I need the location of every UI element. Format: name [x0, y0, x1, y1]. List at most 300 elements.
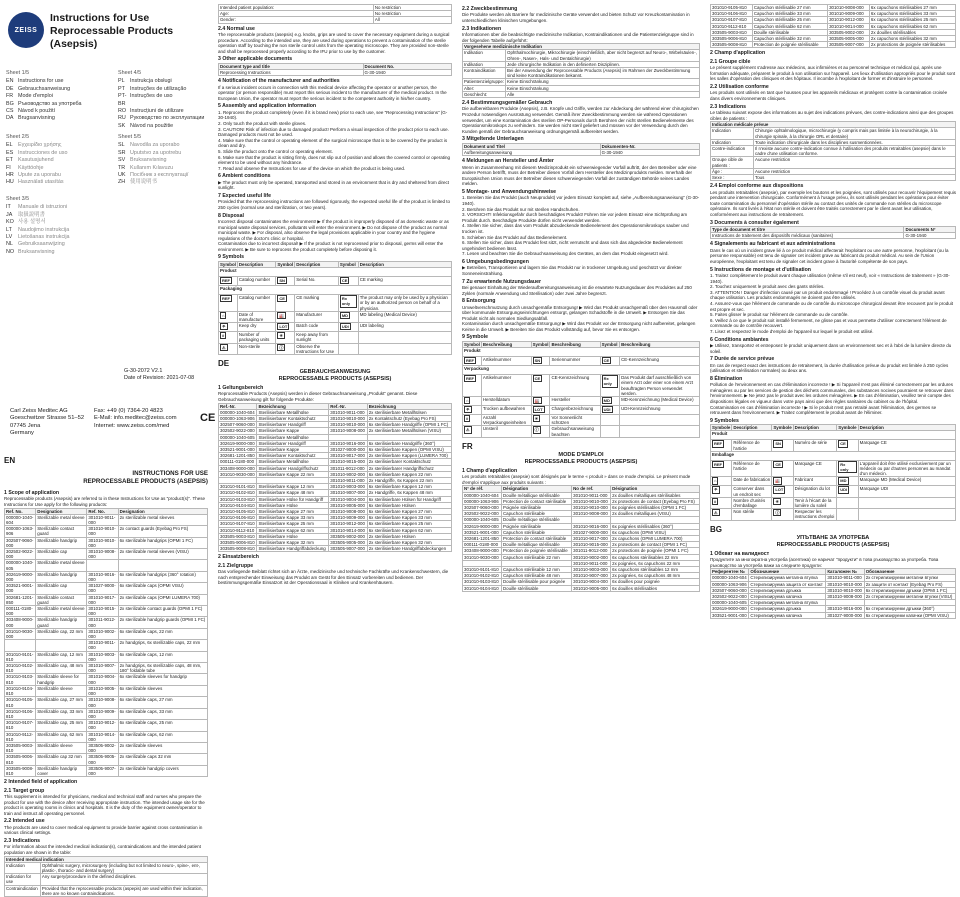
symbol-glyph: LOT: [775, 487, 784, 493]
table-cell: 6x capuchons stérilisables 12 mm: [611, 566, 700, 572]
language-item: [6, 179, 106, 186]
table-cell: 2x sterilisierbare Kappen (LUMERA 700): [367, 453, 451, 459]
table-cell: 302619-9000-000: [463, 523, 502, 529]
table-cell: Capuchon stérilisable 12 mm: [502, 566, 572, 572]
language-name: Ръководство за употреба: [18, 100, 82, 107]
table-cell: Sterilisierbare Handgriffabdeckung: [257, 546, 329, 552]
table-cell: 000000-1063-906: [5, 526, 36, 537]
table-cell: Sterilizable handgrip: [36, 537, 87, 548]
table-row: [5, 640, 208, 651]
instruction-step: 1. Traitez complètement le produit avant chaque utilisation (même s'il est neuf), voir « Instructions de traitement » (G-30-1940).: [710, 273, 950, 284]
table-header: Symbol: [220, 261, 236, 267]
symbol-description: CE-Kennzeichnung: [620, 357, 700, 366]
table-cell: 301011-9012-000: [329, 465, 367, 471]
table-cell: Indikation: [463, 61, 506, 67]
table-cell: 301010-9112-810: [219, 527, 257, 533]
section-heading: 5 Montage- und Anwendungshinweise: [462, 188, 557, 195]
table-cell: 000000-1063-906: [219, 415, 257, 421]
symbol-description: CE marking: [295, 295, 339, 312]
table-cell: 301010-9015-000: [329, 459, 367, 465]
table-cell: 301010-9008-000: [87, 697, 118, 708]
table-cell: 301010-9030-000: [219, 471, 257, 477]
table-cell: 301010-9012-000: [828, 17, 870, 23]
table-cell: 301010-9103-810: [463, 579, 502, 585]
table-header: Description: [237, 261, 275, 267]
symbol-icon: [338, 311, 358, 322]
instruction-step: 6. Veillez à ce que le produit soit installé fermement, ne glisse pas et vous permette d'utiliser correctement l'élément de commande ou de contrôle recouvert.: [710, 317, 947, 329]
fr-product-table-cont: [710, 4, 956, 48]
table-cell: No restriction: [373, 5, 451, 11]
table-row: [219, 459, 452, 465]
table-header: Ref.-Nr.: [329, 403, 367, 409]
symbol-icon: [531, 426, 550, 437]
table-row: [219, 409, 452, 415]
table-header: Symbole: [773, 425, 792, 431]
en-product-table: [4, 508, 208, 778]
table-cell: Capuchon stérilisable 25 mm: [752, 17, 827, 23]
symbol-description: Trocken aufbewahren: [481, 405, 531, 414]
symbol-glyph: REF: [466, 358, 474, 364]
table-row: [5, 606, 208, 617]
table-row: [5, 720, 208, 731]
table-cell: G-30-1940: [904, 233, 956, 239]
table-cell: Sterilisierbarer Kontaktschutz: [257, 453, 329, 459]
city: 07745 Jena: [10, 422, 41, 429]
section-text: If a serious incident occurs in connection with this medical device affecting the operator or another person, the operator (or person responsible) must report this serious incident to the manufacturer of the medical product. In the European Union, the operator must report the serious incident to the competent authority in his/her country.: [218, 84, 447, 101]
table-cell: Sterilizable contact guard: [36, 526, 87, 537]
table-cell: 302502-9022-000: [711, 593, 749, 599]
symbol-description: Manufacturer: [295, 311, 339, 322]
table-cell: 2x sterilisierbare Handgriffabdeckungen: [367, 546, 451, 552]
table-header: Document No.: [363, 63, 451, 69]
table-header: Bezeichnung: [367, 403, 451, 409]
section-text: Provided that the reprocessing instructions are followed rigorously, the expected useful life of the product is limited to 250 cycles (normal use and sterilization, or two years).: [218, 199, 451, 210]
section-text: Contamination en cas d'élimination incorrecte ! ▶ Si le produit n'est pas retraité avant l'élimination, des germes se retrouvent dans l'environnement. ▶ Traitez complètement le produit avant de l'éliminer.: [710, 404, 937, 416]
table-header: Description: [358, 261, 451, 267]
table-cell: 301010-9002-000: [572, 554, 611, 560]
section-heading: 2.1 Zielgruppe: [218, 562, 254, 569]
section-heading: 9 Symbole: [462, 334, 488, 341]
en-section: [4, 488, 208, 897]
table-cell: 301010-9008-000: [329, 428, 367, 434]
table-cell: 302507-9060-000: [219, 422, 257, 428]
table-cell: 301010-9008-000: [572, 511, 611, 517]
table-cell: Groupe cible de patients :: [711, 157, 754, 168]
table-cell: Age:: [219, 11, 374, 17]
section-text: Kontamination durch unsachgemäße Entsorgung! ▶ Wird das Produkt vor der Entsorgung nicht aufbereitet, gelangen Keime in die Umwelt. ▶ Bereiten Sie das Produkt vollständig auf, bevor Sie es entsorgen.: [462, 321, 696, 332]
table-cell: 302507-9060-000: [463, 504, 502, 510]
section-text: ▶ Betreiben, Transportieren und lagern Sie das Produkt nur in trockener Umgebung und geschützt vor direkter Sonneneinstrahlung.: [462, 265, 682, 276]
symbol-description: Marquage CE: [858, 440, 955, 451]
table-cell: 303505-9005-000: [329, 539, 367, 545]
symbol-row: [219, 311, 452, 322]
table-row: [219, 428, 452, 434]
table-row: [5, 874, 208, 885]
language-item: [6, 165, 106, 172]
symbol-glyph: MD: [603, 397, 610, 403]
table-cell: 301010-9002-000: [329, 471, 367, 477]
table-row: [5, 617, 208, 628]
table-cell: 301010-9010-000: [329, 415, 367, 421]
table-cell: 2x poignées, 6x capuchons 22 mm: [611, 560, 700, 566]
table-cell: 303505-9003-810: [5, 742, 36, 753]
table-cell: Douille stérilisable: [752, 29, 827, 35]
table-cell: 303505-9006-810: [219, 539, 257, 545]
table-row: [219, 546, 452, 552]
section-text: The reprocessable products (asepsis) e.g. knobs, grips are used to cover the necessary equipment during a surgical procedure. According to the intended use, they are used during operations to prevent a contamination of the sterile operation staff by touching the non sterile control units from the operating microscope. They are provided non-sterile and shall be reprocessed properly according to the IFU prior to use by the customer.: [218, 32, 450, 54]
symbol-glyph: ⌂: [222, 312, 225, 318]
instruction-step: 2. Touchez uniquement le produit avec des gants stériles.: [710, 284, 825, 290]
table-cell: 303408-9000-000: [463, 548, 502, 554]
fr-product-table: [462, 485, 700, 591]
symbol-glyph: SN: [279, 278, 285, 284]
lang-label-en: EN: [4, 456, 16, 465]
table-cell: 6x douilles pour poignée: [611, 579, 700, 585]
table-row: [5, 885, 208, 896]
symbol-icon: [219, 323, 238, 332]
table-cell: 6x capuchons stérilisables 62 mm: [869, 23, 955, 29]
symbol-icon: [837, 440, 858, 451]
table-cell: 2x handgrips, 6x sterilizable caps, 22 mm: [118, 640, 207, 651]
table-cell: [5, 640, 36, 651]
section-heading: 3 Other applicable documents: [218, 56, 293, 63]
table-cell: 6x sterilizable caps, 22 mm: [118, 628, 207, 639]
language-list-sheet2: [6, 134, 106, 187]
symbol-row: [463, 405, 700, 414]
table-row: [219, 440, 452, 446]
symbol-glyph: ☀: [534, 415, 539, 421]
section-heading: 6 Umgebungsbedingungen: [462, 258, 529, 265]
table-cell: Ophthalmochirurgie, Mikrochirurgie (einschließlich, aber nicht begrenzt auf Neuro-, Wirbelsäulen-, Ohren-, Nasen-, Hals- und Dentalchirurgie): [506, 50, 700, 61]
table-row: [463, 68, 700, 79]
table-cell: 301010-9017-000: [329, 453, 367, 459]
table-header: Description: [295, 261, 339, 267]
symbol-glyph: SN: [775, 441, 781, 447]
patient-population-table: [218, 4, 452, 24]
table-cell: Capuchon stérilisable 48 mm: [502, 573, 572, 579]
table-cell: Aucune restriction: [754, 168, 956, 174]
table-cell: 6x sterilizable handgrips (360° rotation): [118, 571, 207, 582]
section-heading: 2 Einsatzbereich: [218, 554, 259, 561]
table-cell: Aufbereitungsanweisung: [463, 150, 601, 156]
table-cell: All: [373, 17, 451, 23]
language-code: EL: [6, 142, 13, 149]
symbol-icon: [338, 332, 358, 343]
language-item: [118, 123, 210, 130]
symbol-description: Number of packaging units: [237, 332, 275, 343]
symbol-row: [711, 477, 956, 486]
column-en-de: [214, 0, 456, 679]
table-cell: 6x sterilizable caps, 62 mm: [118, 731, 207, 742]
table-header: N° de réf.: [463, 486, 502, 492]
table-cell: Indication: [711, 139, 754, 145]
table-cell: 301010-9010-000: [329, 422, 367, 428]
symbol-description: Serial No.: [295, 277, 339, 286]
symbol-glyph: UDI: [603, 406, 611, 412]
section-heading: 7 Durée de service prévue: [710, 356, 775, 363]
table-cell: Стерилизируема капачка: [749, 593, 826, 599]
symbol-group-label: Packaging: [219, 286, 452, 295]
table-cell: Sterilizable cap, 33 mm: [36, 708, 87, 719]
table-cell: Douille métallique stérilisable: [502, 517, 572, 523]
language-code: CS: [6, 108, 14, 115]
table-cell: Sterilizable handgrip: [36, 571, 87, 582]
symbol-icon: [600, 426, 619, 437]
table-cell: 2x sterilizable metal sleeves (VISU): [118, 549, 207, 560]
symbol-glyph: CE: [603, 358, 610, 364]
table-cell: 6x sterilizable sleeves for handgrip: [118, 674, 207, 685]
table-cell: Capuchon stérilisable 32 mm: [752, 36, 827, 42]
table-cell: 6x sterilisierbare Kappen 12 mm: [367, 484, 451, 490]
table-cell: 301010-9014-000: [329, 527, 367, 533]
table-cell: 301010-9105-810: [711, 5, 753, 11]
symbol-glyph: REF: [222, 278, 230, 284]
symbol-description: MD labeling (Medical Device): [358, 311, 451, 322]
language-name: Instrukcja obsługi: [130, 78, 172, 85]
section-heading: 1 Champ d'application: [462, 467, 518, 474]
table-header: Description: [793, 425, 837, 431]
table-row: [219, 508, 452, 514]
symbol-icon: [711, 497, 732, 508]
table-cell: G-30-1940: [363, 70, 451, 76]
instruction-step: 4. Make sure that the control or operating element of the surgical microscope that is to be covered by the product is clean and dry.: [218, 137, 448, 149]
section-text: Les produits retraitables (asepsie), par exemple les boutons et les poignées, sont utilisés pour recouvrir l'équipement requis pendant une intervention chirurgicale. Conformément à l'usage prévu, ils sont utilisés pendant les opérations pour éviter toute contamination du personnel d'opération stérile au contact des unités de commande non stériles du microscope opératoire. Ils sont livrés à l'état non stérile et doivent être traités correctement par le client avant leur utilisation, conformément aux instructions de retraitement.: [710, 189, 956, 218]
table-row: [5, 583, 208, 594]
table-row: [5, 742, 208, 753]
table-row: [5, 731, 208, 742]
symbol-description: Respecter les instructions d'emploi: [793, 509, 837, 520]
language-name: Εγχειρίδιο χρήσης: [18, 142, 62, 149]
table-cell: 2x sterilisierbare Metallhülsen: [367, 409, 451, 415]
language-item: [6, 101, 106, 108]
language-code: LV: [6, 234, 13, 241]
table-row: [5, 628, 208, 639]
table-cell: Стерилизируема дръжка: [749, 587, 826, 593]
symbol-description: Nombre d'unités d'emballage: [732, 497, 772, 508]
section-heading: 3 Documents à consulter également: [710, 219, 799, 226]
table-cell: 2x sterilisierbarer Handgriffschutz: [367, 465, 451, 471]
language-item: [118, 108, 210, 115]
symbol-glyph: #: [222, 333, 225, 339]
symbol-group-label: Emballage: [711, 451, 956, 460]
table-cell: Toute indication chirurgicale dans les disciplines susmentionnées.: [754, 139, 956, 145]
symbol-icon: [276, 343, 295, 354]
table-cell: 301010-9103-810: [219, 496, 257, 502]
table-cell: 301010-9007-000: [329, 490, 367, 496]
symbol-glyph: Rx only: [340, 295, 357, 307]
table-cell: [87, 560, 118, 571]
table-cell: 2x Kontaktschutz (Eyebag Pro FS): [367, 415, 451, 421]
language-item: [118, 142, 210, 149]
table-cell: 301010-9012-000: [329, 521, 367, 527]
section-heading: 2.2 Zweckbestimmung: [462, 6, 518, 12]
section-heading: 4 Notification of the manufacturer and authorities: [218, 78, 340, 85]
table-row: [5, 674, 208, 685]
instruction-step: 6. Make sure that the product is sitting firmly, does not slip out of position and allows the covered control or operating element to be used without any hindrance.: [218, 154, 451, 166]
table-cell: Capuchon stérilisable 33 mm: [752, 11, 827, 17]
table-cell: Patientenzielgruppe:: [464, 79, 505, 85]
table-header: Ref. No.: [5, 508, 36, 514]
table-cell: 301027-9000-000: [826, 612, 864, 618]
table-cell: 2x Handgriffe, 6x Kappen 48 mm: [367, 490, 451, 496]
table-header: Референтен №: [711, 569, 749, 575]
table-cell: [36, 640, 87, 651]
table-header: Designation: [118, 508, 207, 514]
table-cell: 303521-9001-000: [5, 583, 36, 594]
table-row: [219, 453, 452, 459]
table-row: [5, 526, 208, 537]
table-cell: Sterilisierbarer Handgriffschutz: [257, 465, 329, 471]
table-cell: Sterilizable cap: [36, 583, 87, 594]
table-cell: 301010-9014-000: [828, 23, 870, 29]
table-cell: 301010-9030-000: [5, 628, 36, 639]
table-row: [463, 535, 700, 541]
language-name: Manuale di istruzioni: [18, 204, 68, 211]
table-cell: Sterilizable sleeve: [36, 685, 87, 696]
table-cell: 301010-9005-000: [87, 685, 118, 696]
table-cell: 6x capuchons stérilisables 22 mm: [611, 554, 700, 560]
symbol-description: Herstelldatum: [481, 396, 531, 405]
doc-number: G-30-2072 V2.1: [124, 368, 163, 374]
table-cell: 301010-9008-000: [329, 508, 367, 514]
table-cell: Стерилизируема защита от контакт: [749, 581, 826, 587]
table-header: Dokumenten-Nr.: [600, 143, 699, 149]
fax: Fax: +49 (0) 7364-20 4823: [94, 408, 163, 414]
table-cell: Sterilisierbarer Handgriff: [257, 440, 329, 446]
table-header: Beschreibung: [481, 341, 531, 347]
symbol-glyph: Rx only: [838, 461, 856, 473]
table-cell: 301010-9030-000: [463, 554, 502, 560]
table-cell: Jede chirurgische Indikation in den definierten Disziplinen.: [506, 61, 700, 67]
table-row: [463, 504, 700, 510]
language-code: ZH: [118, 179, 126, 186]
sheet-header: Sheet 2/5: [6, 134, 30, 140]
table-cell: Sterilisierbare Kappe 22 mm: [257, 471, 329, 477]
symbol-icon: [531, 405, 550, 414]
language-name: Instrucciones de uso: [18, 149, 68, 156]
symbol-glyph: ⓘ: [534, 427, 539, 433]
table-cell: 301010-9104-810: [219, 502, 257, 508]
section-heading: 2.2 Utilisation conforme: [710, 84, 769, 91]
table-row: [711, 42, 956, 48]
symbol-description: The product may only be used by a physician or by an authorized person on behalf of a physician.: [358, 295, 451, 312]
table-cell: 6x sterilisierbare Kappen 62 mm: [367, 527, 451, 533]
table-cell: Capuchon stérilisable: [502, 511, 572, 517]
table-cell: 6x capuchons stérilisables 25 mm: [869, 17, 955, 23]
table-cell: Sterilizable contact guard: [36, 594, 87, 605]
table-row: [711, 175, 956, 181]
table-row: [219, 515, 452, 521]
section-heading: 2.3 Indications: [4, 837, 41, 844]
symbol-description: Marquage MD (Medical Device): [858, 477, 955, 486]
symbol-icon: [219, 311, 238, 322]
symbol-description: Batch code: [295, 323, 339, 332]
instruction-step: 5. Faites glisser le produit sur l'élément de commande ou de contrôle.: [710, 312, 849, 318]
document-title: Instructions for Use Reprocessable Products (Asepsis): [50, 12, 174, 50]
table-cell: Sterilizable cap, 12 mm: [36, 651, 87, 662]
table-cell: Sterilisierbare Kappe 27 mm: [257, 508, 329, 514]
table-cell: 301010-9106-810: [5, 708, 36, 719]
table-cell: Kontraindikation: [463, 68, 506, 79]
symbol-glyph: CE: [341, 278, 348, 284]
section-text: Incorrect disposal contaminates the environment! ▶ If the product is improperly disposed of as domestic waste or as municipal waste disposal services, pollutants will enter the environment. ▶ Do not dispose of the product as normal municipal waste. ▶ For disposal, also observe the legal provisions applicable in your country and the hygiene regulations of the doctor's clinic or hospital.: [218, 218, 449, 241]
symbol-icon: [711, 509, 732, 520]
lang-label-de: DE: [218, 358, 230, 368]
language-name: Bruksanvisning: [18, 248, 55, 255]
symbol-glyph: CE: [840, 441, 846, 447]
symbols-table-de: [462, 341, 700, 438]
language-name: Brugsanvisning: [18, 115, 55, 122]
symbol-icon: [219, 277, 238, 286]
table-cell: Sterilizable cap, 25 mm: [36, 720, 87, 731]
symbol-icon: [463, 396, 482, 405]
symbol-description: Das Produkt darf ausschließlich von einem Arzt oder einer von einem Arzt beauftragten Person verwendet werden.: [620, 375, 700, 397]
table-cell: Sterilisierbarer Kontaktschutz: [257, 415, 329, 421]
table-cell: Sterilizable cap, 22 mm: [36, 628, 87, 639]
symbol-glyph: UDI: [840, 487, 848, 493]
symbol-icon: [219, 343, 238, 354]
section-text: Umweltverschmutzung durch unsachgemäße Entsorgung! ▶ Wird das Produkt unsachgemäß über den Hausmüll oder über kommunale Entsorgungseinrichtungen entsorgt, gelangen Schadstoffe in die Umwelt. ▶ Entsorgen Sie das Produkt nicht als normalen Siedlungsabfall.: [462, 304, 698, 321]
language-item: [118, 150, 210, 157]
table-cell: 301010-9004-000: [87, 674, 118, 685]
symbol-description: Marquage CE: [793, 460, 837, 477]
table-cell: 000000-1040-605: [463, 517, 502, 523]
table-cell: 301010-9017-000: [87, 594, 118, 605]
table-cell: 301010-9007-000: [572, 573, 611, 579]
table-row: [463, 548, 700, 554]
table-header: Vorgesehene medizinische Indikation: [463, 44, 700, 50]
table-cell: 301010-9011-000: [826, 575, 864, 581]
language-code: DE: [6, 85, 14, 92]
symbol-icon: [711, 440, 732, 451]
table-cell: 301010-9003-000: [329, 484, 367, 490]
table-cell: 303505-9005-000: [828, 36, 870, 42]
section-text: Dans le cas où un incident grave lié à ce produit médical affecterait l'exploitant ou une autre personne, l'exploitant (ou la personne responsable) est tenu de signaler cet incident grave au fabricant du produit médical. Au sein de l'Union européenne, l'exploitant est tenu de signaler cet incident grave à l'autorité compétente de son pays.: [710, 247, 949, 265]
table-header: Beschreibung: [620, 341, 700, 347]
symbol-description: Hersteller: [550, 396, 600, 405]
language-name: Instruções de utilização: [130, 85, 187, 92]
table-cell: Alle: [506, 91, 700, 97]
table-cell: Protection de poignée stérilisable: [752, 42, 827, 48]
instruction-step: 5. Slide the product onto the control or operating element.: [218, 148, 333, 154]
language-code: HU: [6, 179, 14, 186]
symbol-description: Unsteril: [481, 426, 531, 437]
table-cell: Douille métallique stérilisable: [502, 492, 572, 498]
table-cell: 6x capuchons stérilisables 33 mm: [869, 11, 955, 17]
table-cell: Sterilisierbare Metallhülse: [257, 409, 329, 415]
table-cell: Sterilisierbare Metallhülse: [257, 459, 329, 465]
language-name: Instrucțiuni de utilizare: [130, 108, 184, 115]
table-cell: 301010-9015-000: [87, 606, 118, 617]
table-cell: 301010-9008-000: [826, 593, 864, 599]
table-cell: Sterilizable metal sleeve: [36, 560, 87, 571]
section-text: Reprocessable products (Asepsis) are referred to in these Instructions for Use as "product(s)". These Instructions for Use apply for the following products:: [4, 496, 205, 507]
street: Goeschwitzer Strasse 51–52: [10, 415, 85, 422]
table-cell: Capuchon stérilisable: [502, 529, 572, 535]
language-code: LT: [6, 226, 12, 233]
table-cell: Âge :: [711, 168, 754, 174]
table-cell: Gender:: [219, 17, 374, 23]
fr-indication-table: [710, 121, 956, 181]
table-row: [5, 862, 208, 873]
language-code: SK: [118, 122, 126, 129]
table-cell: Capuchon stérilisable 62 mm: [752, 23, 827, 29]
table-header: Intended medical indication: [5, 856, 208, 862]
table-cell: 301010-9101-810: [463, 566, 502, 572]
table-cell: Sterilisierbare Kappe: [257, 446, 329, 452]
table-cell: 2x contact guards (Eyebag Pro FS): [118, 526, 207, 537]
table-cell: 302681-1201-850: [219, 453, 257, 459]
